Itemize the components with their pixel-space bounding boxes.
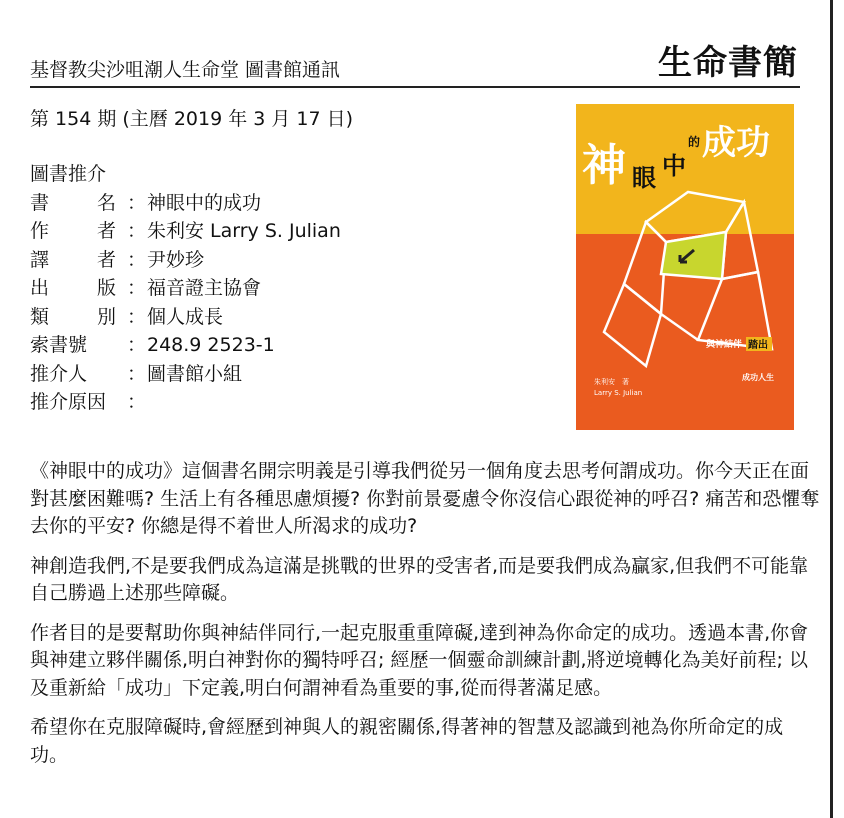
field-label: 類 別 <box>30 305 116 328</box>
field-value: 神眼中的成功 <box>147 191 262 214</box>
cover-author-en: Larry S. Julian <box>594 389 643 397</box>
field-value: 朱利安 Larry S. Julian <box>147 220 341 242</box>
cover-tagline-c: 成功人生 <box>742 373 774 382</box>
page-edge-bar <box>830 0 833 818</box>
field-label: 譯 者 <box>30 248 116 271</box>
cover-title-zhong: 中 <box>662 152 686 180</box>
book-field-row <box>30 331 341 360</box>
book-field-row <box>30 360 341 389</box>
field-colon: ： <box>127 334 147 356</box>
book-fields <box>30 189 341 417</box>
field-colon: ： <box>127 391 147 413</box>
review-paragraph: 作者目的是要幫助你與神結伴同行,一起克服重重障礙,達到神為你命定的成功。透過本書,你會與神建立夥伴關係,明白神對你的獨特呼召; 經歷一個靈命訓練計劃,將逆境轉化為美好前程; 以及重新給「成功」下定義,明白何謂神看為重要的事,從而得著滿足感。 <box>30 621 809 699</box>
cover-title-shen: 神 <box>582 140 626 191</box>
field-colon: ： <box>127 191 147 214</box>
book-field-row <box>30 246 341 275</box>
issue-line: 第 154 期 (主曆 2019 年 3 月 17 日) <box>30 108 354 130</box>
field-value: 248.9 2523-1 <box>147 334 275 356</box>
book-field-row <box>30 217 341 246</box>
field-label: 作 者 <box>30 220 116 242</box>
book-cover <box>576 104 794 430</box>
book-field-row <box>30 274 341 303</box>
book-field-row <box>30 303 341 332</box>
field-value: 尹妙珍 <box>147 248 205 271</box>
field-label: 推介人 <box>30 362 88 385</box>
field-label: 索書號 <box>30 334 88 356</box>
field-value: 個人成長 <box>147 305 224 328</box>
cover-tagline-b: 踏出 <box>748 340 768 351</box>
newsletter-header <box>30 40 800 88</box>
book-field-row <box>30 388 341 417</box>
cover-tagline-a: 與神結伴 <box>706 340 743 350</box>
book-info <box>30 160 341 417</box>
cover-title-chenggong: 成功 <box>702 123 770 163</box>
field-value: 福音證主協會 <box>147 277 262 299</box>
review-paragraph: 《神眼中的成功》這個書名開宗明義是引導我們從另一個角度去思考何謂成功。你今天正在面對甚麼困難嗎? 生活上有各種思慮煩擾? 你對前景憂慮令你沒信心跟從神的呼召? 痛苦和恐懼奪去你的平安? 你總是得不着世人所渴求的成功? <box>30 460 820 537</box>
field-colon: ： <box>127 362 147 385</box>
review-paragraph: 神創造我們,不是要我們成為這滿是挑戰的世界的受害者,而是要我們成為贏家,但我們不可能靠自己勝過上述那些障礙。 <box>30 554 809 604</box>
field-label: 書 名 <box>30 191 116 214</box>
field-colon: ： <box>127 220 147 242</box>
field-colon: ： <box>127 248 147 271</box>
field-colon: ： <box>127 305 147 328</box>
review-paragraph: 希望你在克服障礙時,會經歷到神與人的親密關係,得著神的智慧及認識到祂為你所命定的成功。 <box>30 716 784 766</box>
cover-author-cn: 朱利安 著 <box>594 378 629 386</box>
field-colon: ： <box>127 277 147 299</box>
masthead-title: 生命書簡 <box>658 43 798 83</box>
cover-title-de: 的 <box>688 135 701 149</box>
field-value: 圖書館小組 <box>147 362 243 385</box>
cover-title-yan: 眼 <box>632 164 656 192</box>
section-title: 圖書推介 <box>30 163 107 185</box>
book-field-row <box>30 189 341 218</box>
field-label: 出 版 <box>30 277 116 299</box>
field-label: 推介原因 <box>30 391 107 413</box>
review-body <box>30 458 820 781</box>
organization-name: 基督教尖沙咀潮人生命堂 圖書館通訊 <box>30 59 341 81</box>
